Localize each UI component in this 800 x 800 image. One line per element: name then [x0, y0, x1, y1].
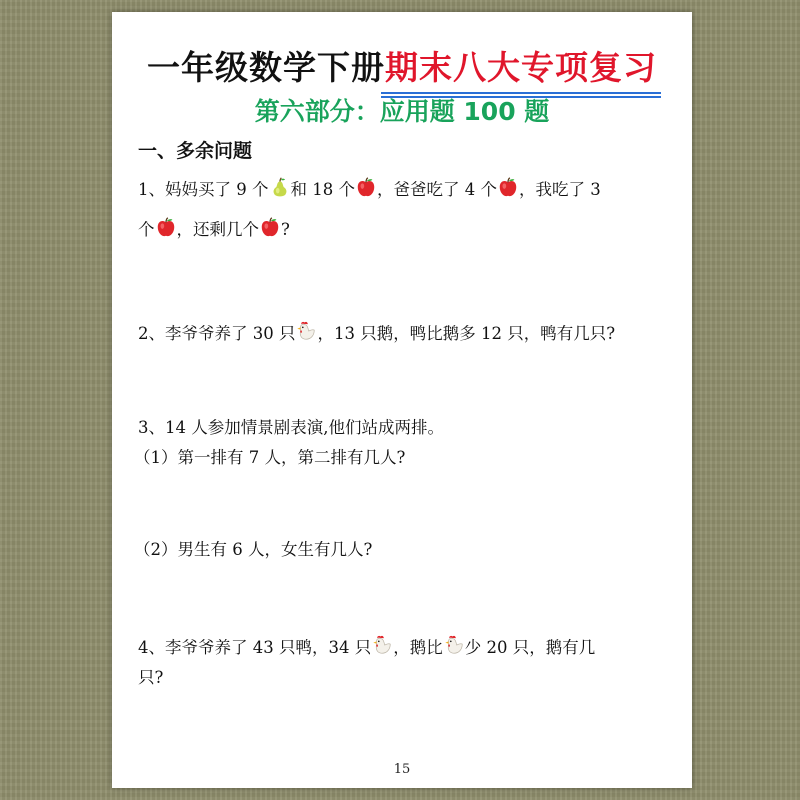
q2-text-b: ，13 只鹅，鸭比鹅多 12 只，鸭有几只? [317, 324, 616, 343]
q2-text-a: 2、李爷爷养了 30 只 [138, 324, 296, 343]
page-title [112, 42, 692, 89]
question-2 [138, 320, 615, 346]
question-1-line-1 [138, 176, 601, 202]
apple-icon [497, 176, 519, 198]
q1-text-e: 个 [138, 220, 155, 239]
q1-text-a: 1、妈妈买了 9 个 [138, 180, 269, 199]
page-subtitle: 第六部分：应用题 100 题 [254, 97, 550, 126]
q1-text-f: ，还剩几个 [176, 220, 259, 239]
q1-text-b: 和 18 个 [290, 180, 355, 199]
chicken-icon [443, 634, 465, 656]
apple-icon [259, 216, 281, 238]
question-3-stem: 3、14 人参加情景剧表演,他们站成两排。 [138, 418, 444, 437]
title-red [385, 42, 657, 89]
section-heading: 一、多余问题 [138, 140, 253, 162]
apple-icon [355, 176, 377, 198]
q4-text-a: 4、李爷爷养了 43 只鸭，34 只 [138, 638, 372, 657]
question-3-part-2: （2）男生有 6 人，女生有几人? [134, 540, 373, 559]
title-black: 一年级数学下册 [147, 48, 385, 87]
q1-text-g: ? [281, 220, 290, 239]
chicken-icon [371, 634, 393, 656]
chicken-icon [295, 320, 317, 342]
q1-text-c: ，爸爸吃了 4 个 [377, 180, 497, 199]
page-number: 15 [393, 762, 411, 777]
question-3-part-1: （1）第一排有 7 人，第二排有几人? [134, 448, 406, 467]
q4-text-c: 少 20 只，鹅有几 [464, 638, 596, 657]
pear-icon [269, 176, 291, 198]
question-4-line-2: 只? [138, 668, 164, 687]
q1-text-d: ，我吃了 3 [519, 180, 601, 199]
question-1-line-2 [138, 216, 290, 242]
apple-icon [155, 216, 177, 238]
question-4-line-1 [138, 634, 595, 660]
q4-text-b: ，鹅比 [393, 638, 443, 657]
document-page [112, 12, 692, 788]
title-red-text: 期末八大专项复习 [385, 48, 657, 87]
